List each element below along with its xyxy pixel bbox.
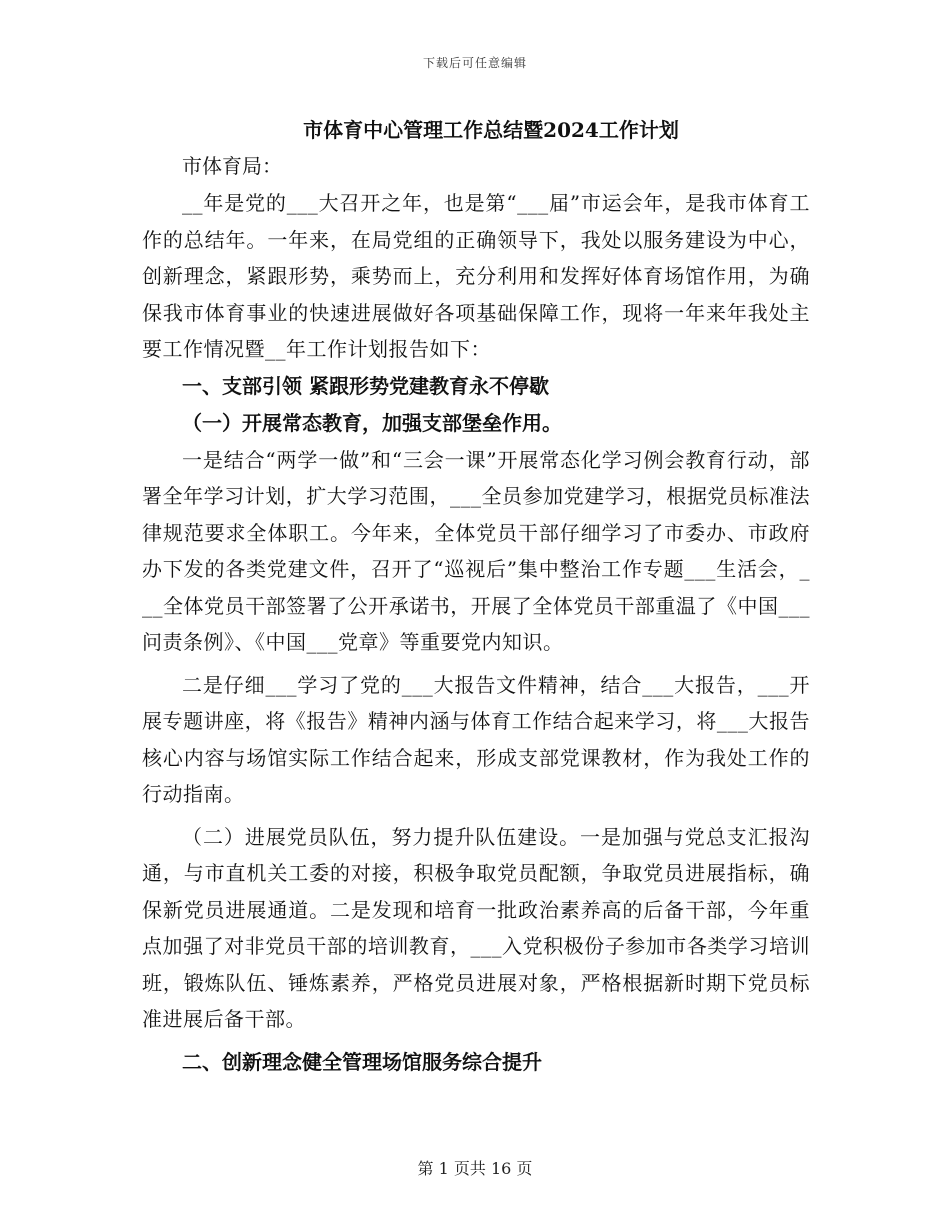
section-heading-1: 一、支部引领 紧跟形势党建教育永不停歇 <box>182 373 549 398</box>
document-title: 市体育中心管理工作总结暨2024工作计划 <box>303 118 679 142</box>
section-heading-2: 二、创新理念健全管理场馆服务综合提升 <box>182 1049 542 1074</box>
document-body <box>142 112 810 1081</box>
intro-paragraph: __年是党的___大召开之年，也是第“___届”市运会年，是我市体育工作的总结年。一年来，在局党组的正确领导下，我处以服务建设为中心，创新理念，紧跟形势，乘势而上，充分利用和发挥好体育场馆作用，为确保我市体育事业的快速进展做好各项基础保障工作，现将一年来年我处主要工作情况暨__年工作计划报告如下： <box>142 191 810 361</box>
salutation: 市体育局： <box>182 154 282 178</box>
header-note: 下载后可任意编辑 <box>422 56 527 70</box>
body-paragraph-1: 一是结合“两学一做”和“三会一课”开展常态化学习例会教育行动，部署全年学习计划，扩大学习范围，___全员参加党建学习，根据党员标准法律规范要求全体职工。今年来，全体党员干部仔细学习了市委办、市政府办下发的各类党建文件，召开了“巡视后”集中整治工作专题___生活会，___全体党员干部签署了公开承诺书，开展了全体党员干部重温了《中国___问责条例》、《中国___党章》等重要党内知识。 <box>142 447 810 654</box>
body-paragraph-3: （二）进展党员队伍，努力提升队伍建设。一是加强与党总支汇报沟通，与市直机关工委的对接，积极争取党员配额，争取党员进展指标，确保新党员进展通道。二是发现和培育一批政治素养高的后备干部，今年重点加强了对非党员干部的培训教育，___入党积极份子参加市各类学习培训班，锻炼队伍、锤炼素养，严格党员进展对象，严格根据新时期下党员标准进展后备干部。 <box>142 824 810 1031</box>
subsection-heading-1: （一）开展常态教育，加强支部堡垒作用。 <box>182 410 562 435</box>
body-paragraph-2: 二是仔细___学习了党的___大报告文件精神，结合___大报告，___开展专题讲座，将《报告》精神内涵与体育工作结合起来学习，将___大报告核心内容与场馆实际工作结合起来，形成支部党课教材，作为我处工作的行动指南。 <box>142 672 810 806</box>
page-footer: 第 1 页共 16 页 <box>417 1159 533 1178</box>
